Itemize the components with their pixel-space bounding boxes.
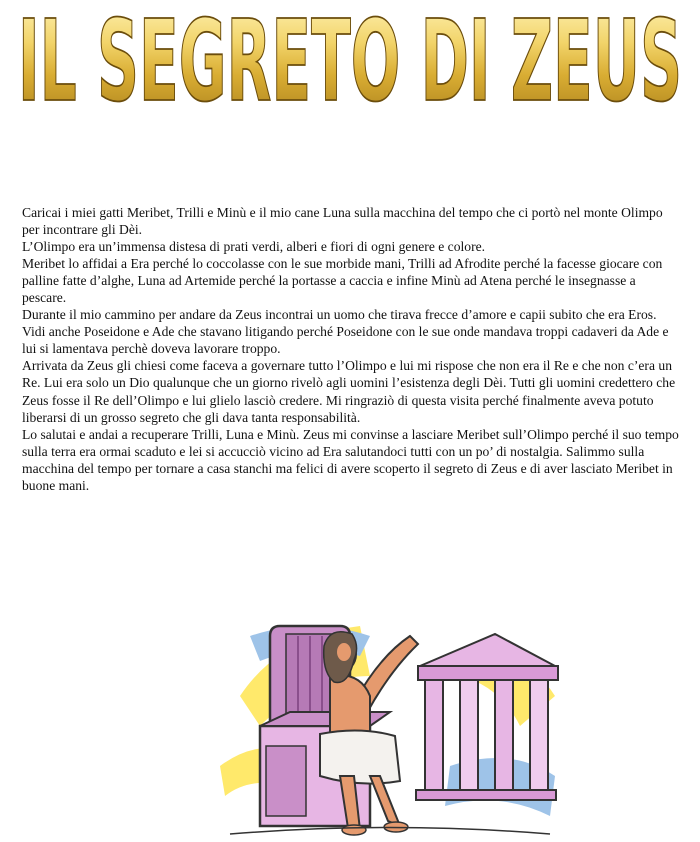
zeus-clipart-icon [220, 616, 560, 840]
story-paragraph-7: Lo salutai e andai a recuperare Trilli, Luna e Minù. Zeus mi convinse a lasciare Meribet sull’Olimpo perché il suo tempo sulla terra era ormai scaduto e lei si accucciò vicino ad Era salutandoci tutti con un po’ di nostalgia. Salimmo sulla macchina del tempo per tornare a casa stanchi ma felici di avere scoperto il segreto di Zeus e di aver lasciato Meribet in buone mani. [22, 426, 679, 493]
title-banner [14, 6, 686, 110]
story-paragraph-5: Vidi anche Poseidone e Ade che stavano litigando perché Poseidone con le sue onde mandava troppi cadaveri da Ade e lui si lamentava perchè doveva lavorare troppo. [22, 324, 669, 357]
story-paragraph-2: L’Olimpo era un’immensa distesa di prati verdi, alberi e fiori di ogni genere e colore. [22, 239, 486, 255]
title-graphic [14, 6, 686, 110]
story-text [22, 204, 682, 494]
story-paragraph-1: Caricai i miei gatti Meribet, Trilli e Minù e il mio cane Luna sulla macchina del tempo che ci portò nel monte Olimpo per incontrare gli Dèi. [22, 205, 663, 238]
zeus-illustration [220, 616, 560, 840]
page-title: IL SEGRETO DI ZEUS [18, 6, 682, 110]
story-paragraph-6: Arrivata da Zeus gli chiesi come faceva a governare tutto l’Olimpo e lui mi rispose che non era il Re e che non c’era un Re. Lui era solo un Dio qualunque che un giorno rivelò agli uomini l’esistenza degli Dèi. Tutti gli uomini credettero che Zeus fosse il Re dell’Olimpo e lui glielo lasciò credere. Mi ringraziò di questa visita perché finalmente aveva potuto liberarsi di un grosso segreto che gli dava tanta responsabilità. [22, 358, 676, 425]
story-paragraph-3: Meribet lo affidai a Era perché lo coccolasse con le sue morbide mani, Trilli ad Afrodite perché la facesse giocare con palline fatte d’alghe, Luna ad Artemide perché la portasse a caccia e infine Minù ad Atena perché le insegnasse a pescare. [22, 256, 663, 306]
story-paragraph-4: Durante il mio cammino per andare da Zeus incontrai un uomo che tirava frecce d’amore e capii subito che era Eros. [22, 307, 657, 323]
